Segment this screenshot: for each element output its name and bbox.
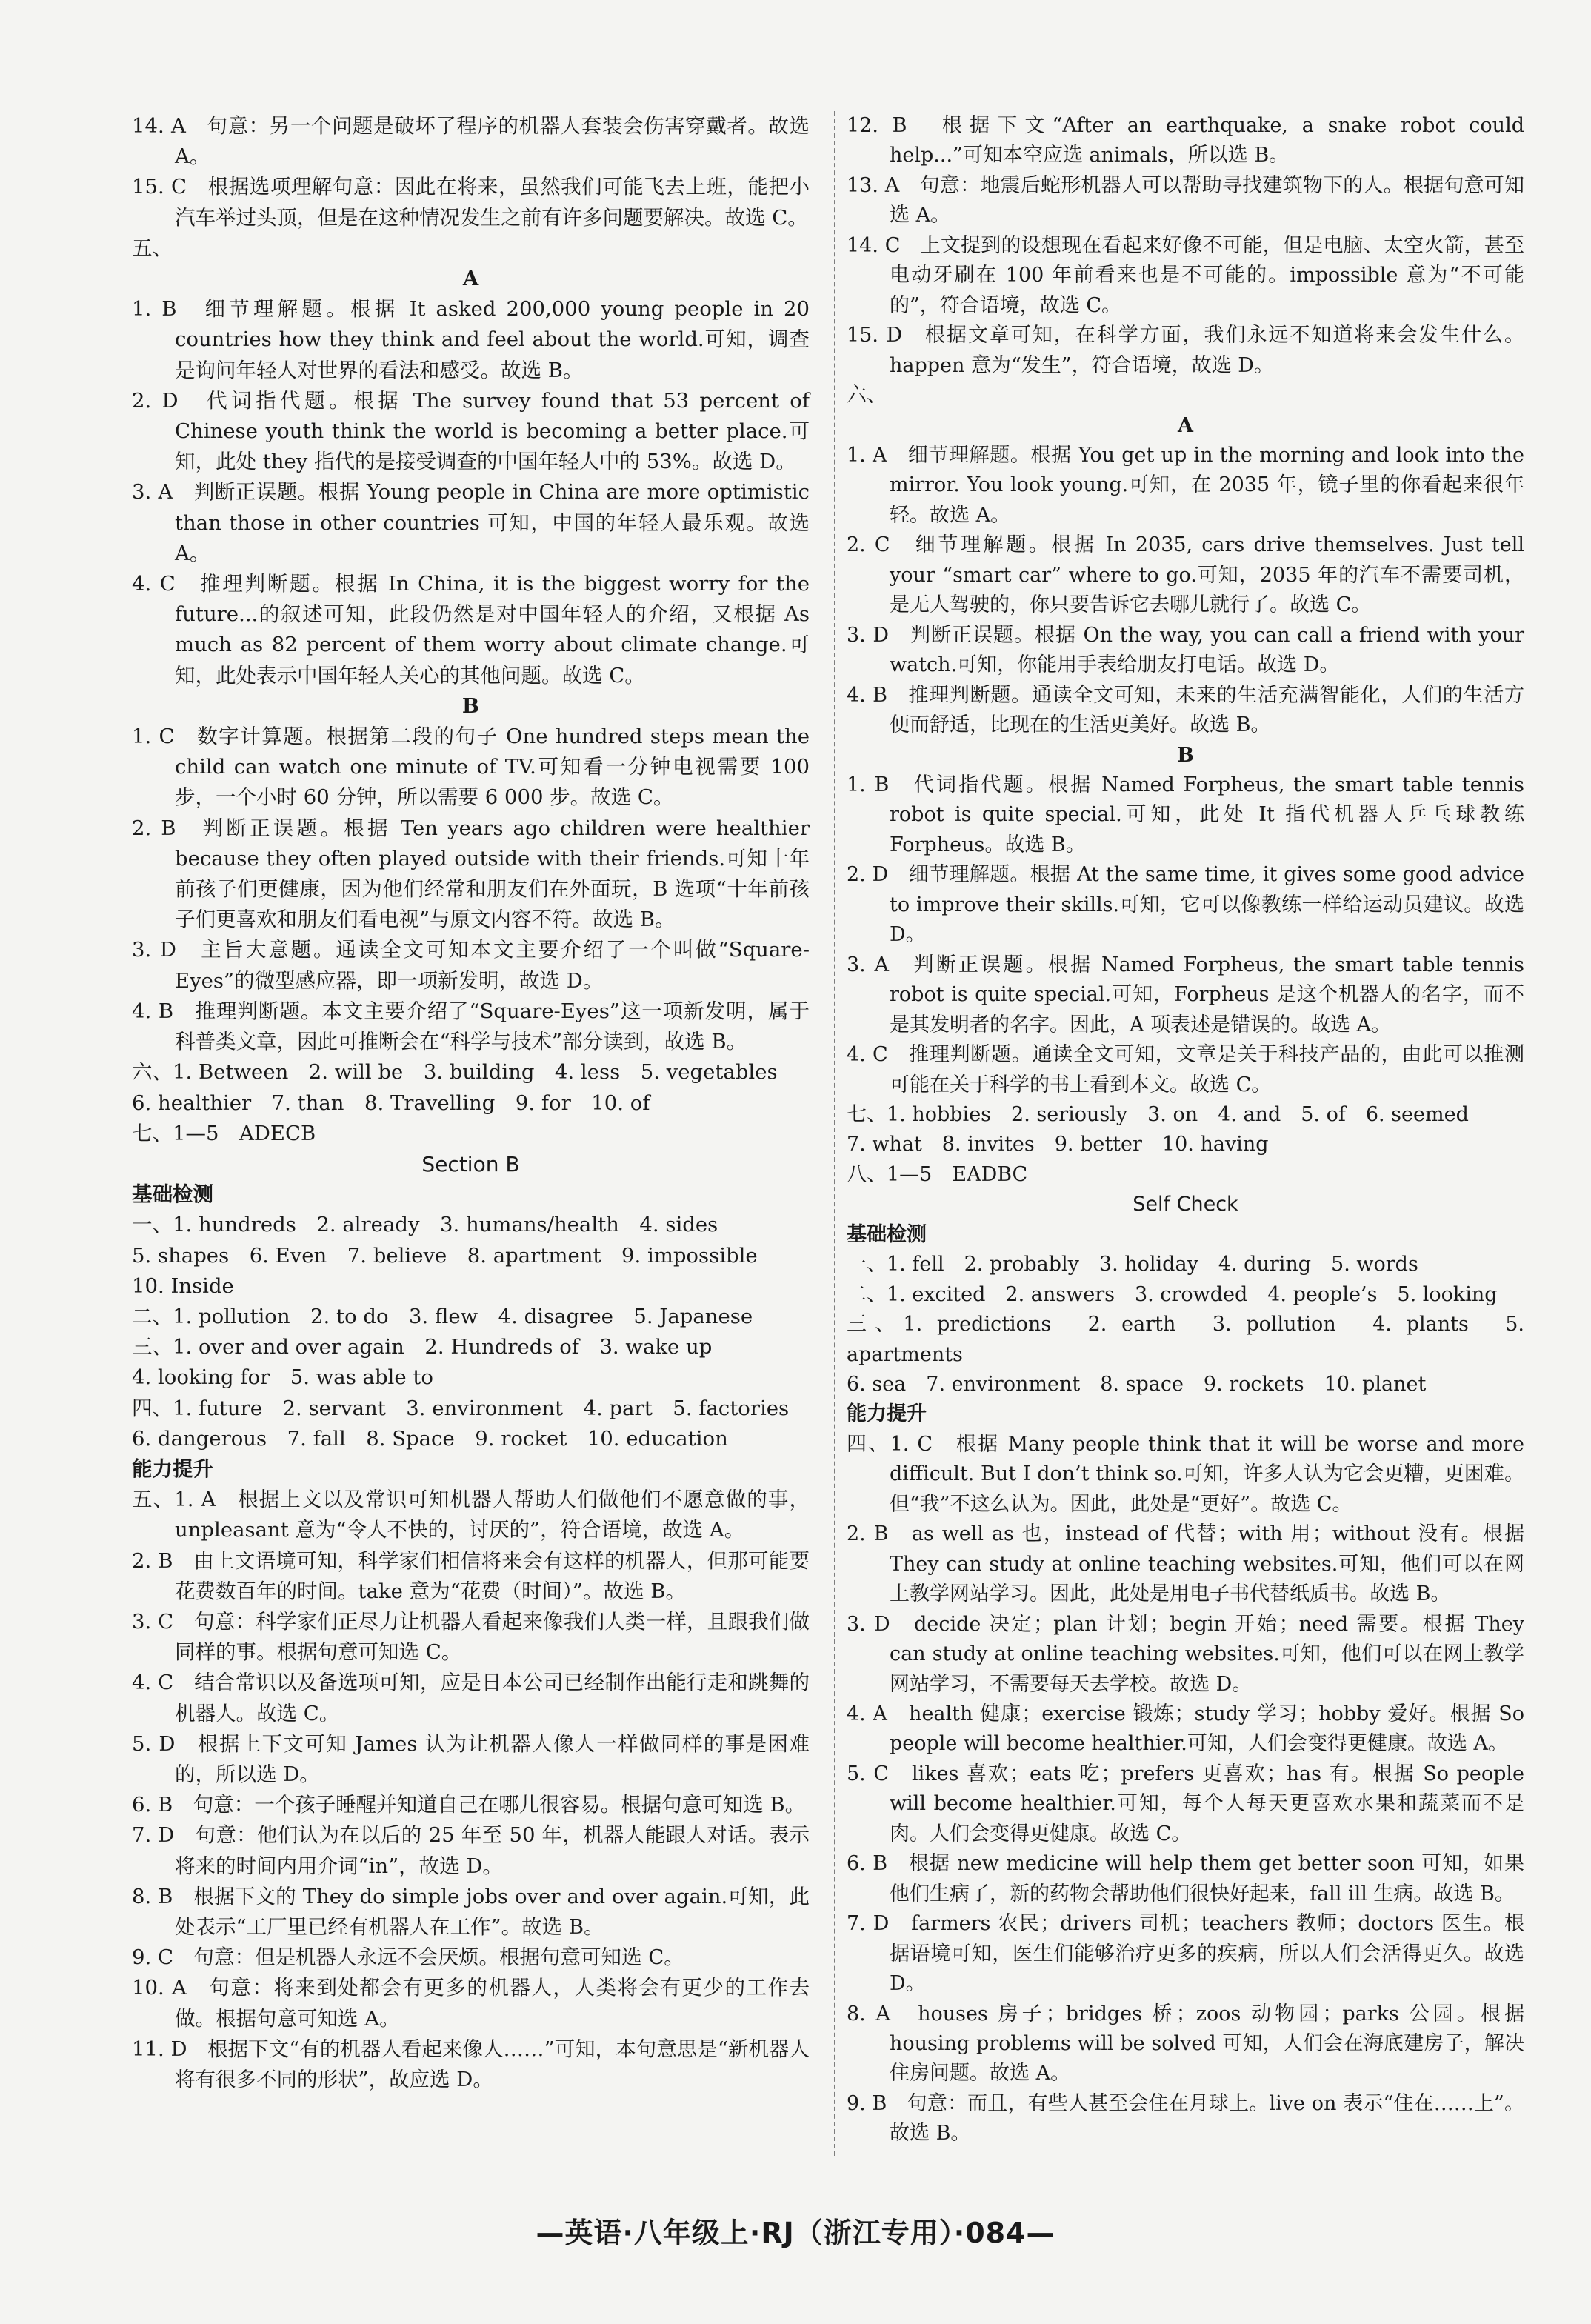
answer-item: 3. A 判断正误题。根据 Young people in China are more optimistic than those in other countries 可知，中国的年轻人最乐观。故选 A。 <box>132 480 810 565</box>
answer-item: 8. B 根据下文的 They do simple jobs over and over again.可知，此处表示“工厂里已经有机器人在工作”。故选 B。 <box>132 1884 810 1939</box>
right-column <box>847 111 1524 2149</box>
answer-line: 一、1. hundreds 2. already 3. humans/health 4. sides <box>132 1213 718 1237</box>
answer-item: 9. B 句意：而且，有些人甚至会住在月球上。live on 表示“住在……上”。故选 B。 <box>847 2091 1524 2145</box>
passage-label: B <box>1177 743 1194 767</box>
subsection-heading: 能力提升 <box>132 1456 213 1481</box>
answer-item: 3. C 句意：科学家们正尽力让机器人看起来像我们人类一样，且跟我们做同样的事。根据句意可知选 C。 <box>132 1609 810 1665</box>
answer-item: 2. D 代词指代题。根据 The survey found that 53 percent of Chinese youth think the world is becoming a better place.可知，此处 they 指代的是接受调查的中国年轻人中的 53%。故选 D。 <box>132 388 810 474</box>
answer-item: 8. A houses 房子；bridges 桥；zoos 动物园；parks 公园。根据 housing problems will be solved 可知，人们会在海底建房子，解决住房问题。故选 A。 <box>847 2002 1524 2085</box>
answer-line: 二、1. pollution 2. to do 3. flew 4. disagree 5. Japanese <box>132 1304 753 1328</box>
answer-item: 2. B 判断正误题。根据 Ten years ago children were healthier because they often played outside with their friends.可知十年前孩子们更健康，因为他们经常和朋友们在外面玩，B 选项“十年前孩子们更喜欢和朋友们看电视”与原文内容不符。故选 B。 <box>132 816 810 932</box>
answer-item: 3. A 判断正误题。根据 Named Forpheus, the smart table tennis robot is quite special.可知，Forpheus 是这个机器人的名字，而不是其发明者的名字。因此，A 项表述是错误的。故选 A。 <box>847 953 1524 1036</box>
answer-item: 3. D 判断正误题。根据 On the way, you can call a friend with your watch.可知，你能用手表给朋友打电话。故选 D。 <box>847 623 1524 677</box>
answer-item: 2. D 细节理解题。根据 At the same time, it gives some good advice to improve their skills.可知，它可以像教练一样给运动员建议。故选 D。 <box>847 863 1524 947</box>
passage-label: A <box>1178 413 1193 437</box>
answer-line: 4. looking for 5. was able to <box>132 1365 433 1390</box>
answer-item: 4. C 结合常识以及备选项可知，应是日本公司已经制作出能行走和跳舞的机器人。故选 C。 <box>132 1671 810 1725</box>
answer-item: 15. C 根据选项理解句意：因此在将来，虽然我们可能飞去上班，能把小汽车举过头顶，但是在这种情况发生之前有许多问题要解决。故选 C。 <box>132 175 810 230</box>
left-column <box>132 111 810 2095</box>
answer-line: 五、 <box>132 236 173 260</box>
section-heading: Self Check <box>1133 1193 1238 1216</box>
answer-item: 11. D 根据下文“有的机器人看起来像人……”可知，本句意思是“新机器人将有很多不同的形状”，故应选 D。 <box>132 2037 810 2091</box>
answer-item: 10. A 句意：将来到处都会有更多的机器人，人类将会有更少的工作去做。根据句意可知选 A。 <box>132 1976 810 2031</box>
answer-line: 三、1. over and over again 2. Hundreds of 3. wake up <box>132 1335 713 1359</box>
answer-line: 七、1—5 ADECB <box>132 1121 316 1145</box>
answer-line: 六、1. Between 2. will be 3. building 4. less 5. vegetables <box>132 1060 778 1085</box>
answer-line: 二、1. excited 2. answers 3. crowded 4. people’s 5. looking <box>847 1282 1498 1306</box>
subsection-heading: 基础检测 <box>847 1222 927 1246</box>
answer-line: 6. dangerous 7. fall 8. Space 9. rocket 10. education <box>132 1426 728 1451</box>
answer-item: 9. C 句意：但是机器人永远不会厌烦。根据句意可知选 C。 <box>132 1945 684 1970</box>
answer-line: 5. shapes 6. Even 7. believe 8. apartment 9. impossible <box>132 1243 758 1268</box>
answer-item: 7. D 句意：他们认为在以后的 25 年至 50 年，机器人能跟人对话。表示将来的时间内用介词“in”，故选 D。 <box>132 1823 810 1878</box>
answer-item: 4. B 推理判断题。通读全文可知，未来的生活充满智能化，人们的生活方便而舒适，比现在的生活更美好。故选 B。 <box>847 683 1524 737</box>
answer-item: 13. A 句意：地震后蛇形机器人可以帮助寻找建筑物下的人。根据句意可知选 A。 <box>847 173 1524 227</box>
answer-item: 4. C 推理判断题。根据 In China, it is the biggest worry for the future...的叙述可知，此段仍然是对中国年轻人的介绍，又根据 As much as 82 percent of them worry about climate change.可知，此处表示中国年轻人关心的其他问题。故选 C。 <box>132 572 810 687</box>
passage-label: B <box>461 693 480 718</box>
answer-item: 3. D decide 决定；plan 计划；begin 开始；need 需要。根据 They can study at online teaching websites.可知，他们可以在网上教学网站学习，不需要每天去学校。故选 D。 <box>847 1612 1524 1696</box>
answer-item: 四、1. C 根据 Many people think that it will be worse and more difficult. But I don’t think so.可知，许多人认为它会更糟，更困难。但“我”不这么认为。因此，此处是“更好”。故选 C。 <box>847 1432 1524 1516</box>
answer-item: 7. D farmers 农民；drivers 司机；teachers 教师；doctors 医生。根据语境可知，医生们能够治疗更多的疾病，所以人们会活得更久。故选 D。 <box>847 1912 1524 1996</box>
answer-line: 七、1. hobbies 2. seriously 3. on 4. and 5. of 6. seemed <box>847 1102 1469 1126</box>
answer-line: 三、1. predictions 2. earth 3. pollution 4. plants 5. apartments <box>847 1313 1524 1366</box>
answer-item: 1. A 细节理解题。根据 You get up in the morning and look into the mirror. You look young.可知，在 2035 年，镜子里的你看起来很年轻。故选 A。 <box>847 443 1524 527</box>
answer-item: 2. B as well as 也，instead of 代替；with 用；without 没有。根据 They can study at online teaching websites.可知，他们可以在网上教学网站学习。因此，此处是用电子书代替纸质书。故选 B。 <box>847 1522 1524 1606</box>
answer-line: 一、1. fell 2. probably 3. holiday 4. during 5. words <box>847 1253 1418 1276</box>
column-divider <box>834 111 835 2156</box>
answer-item: 6. B 根据 new medicine will help them get better soon 可知，如果他们生病了，新的药物会帮助他们很快好起来，fall ill 生病。故选 B。 <box>847 1852 1524 1905</box>
answer-item: 1. B 细节理解题。根据 It asked 200,000 young people in 20 countries how they think and feel about the world.可知，调查是询问年轻人对世界的看法和感受。故选 B。 <box>132 297 810 382</box>
answer-line: 6. healthier 7. than 8. Travelling 9. for 10. of <box>132 1091 650 1115</box>
answer-item: 5. D 根据上下文可知 James 认为让机器人像人一样做同样的事是困难的，所以选 D。 <box>132 1731 810 1786</box>
answer-item: 4. B 推理判断题。本文主要介绍了“Square-Eyes”这一项新发明，属于科普类文章，因此可推断会在“科学与技术”部分读到，故选 B。 <box>132 999 810 1054</box>
passage-label: A <box>462 267 479 291</box>
answer-item: 1. B 代词指代题。根据 Named Forpheus, the smart table tennis robot is quite special.可知，此处 It 指代机器人乒乓球教练 Forpheus。故选 B。 <box>847 773 1524 856</box>
subsection-heading: 基础检测 <box>132 1182 213 1207</box>
answer-line: 10. Inside <box>132 1273 234 1298</box>
answer-item: 5. C likes 喜欢；eats 吃；prefers 更喜欢；has 有。根据 So people will become healthier.可知，每个人每天更喜欢水果和蔬菜而不是肉。人们会变得更健康。故选 C。 <box>847 1762 1524 1845</box>
answer-line: 7. what 8. invites 9. better 10. having <box>847 1133 1269 1156</box>
answer-item: 4. C 推理判断题。通读全文可知，文章是关于科技产品的，由此可以推测可能在关于科学的书上看到本文。故选 C。 <box>847 1043 1524 1096</box>
answer-item: 14. A 句意：另一个问题是破坏了程序的机器人套装会伤害穿戴者。故选 A。 <box>132 114 810 169</box>
subsection-heading: 能力提升 <box>847 1402 927 1426</box>
answer-line: 六、 <box>847 384 887 407</box>
answer-item: 五、1. A 根据上文以及常识可知机器人帮助人们做他们不愿意做的事，unpleasant 意为“令人不快的，讨厌的”，符合语境，故选 A。 <box>132 1488 810 1542</box>
answer-item: 15. D 根据文章可知，在科学方面，我们永远不知道将来会发生什么。happen 意为“发生”，符合语境，故选 D。 <box>847 324 1524 377</box>
answer-line: 四、1. future 2. servant 3. environment 4. part 5. factories <box>132 1396 790 1420</box>
page-footer: —英语·八年级上·RJ（浙江专用）·084— <box>536 2217 1055 2249</box>
section-heading: Section B <box>421 1151 520 1176</box>
answer-item: 2. C 细节理解题。根据 In 2035, cars drive themselves. Just tell your “smart car” where to go.可知，2035 年的汽车不需要司机，是无人驾驶的，你只要告诉它去哪儿就行了。故选 C。 <box>847 533 1524 617</box>
answer-item: 3. D 主旨大意题。通读全文可知本文主要介绍了一个叫做“Square-Eyes”的微型感应器，即一项新发明，故选 D。 <box>132 938 810 993</box>
answer-line: 6. sea 7. environment 8. space 9. rockets 10. planet <box>847 1373 1427 1396</box>
answer-item: 12. B 根据下文“After an earthquake, a snake robot could help...”可知本空应选 animals，所以选 B。 <box>847 114 1524 167</box>
answer-item: 2. B 由上文语境可知，科学家们相信将来会有这样的机器人，但那可能要花费数百年的时间。take 意为“花费（时间）”。故选 B。 <box>132 1548 810 1603</box>
answer-line: 八、1—5 EADBC <box>847 1162 1028 1186</box>
answer-item: 14. C 上文提到的设想现在看起来好像不可能，但是电脑、太空火箭，甚至电动牙刷在 100 年前看来也是不可能的。impossible 意为“不可能的”，符合语境，故选 C。 <box>847 233 1524 317</box>
answer-item: 1. C 数字计算题。根据第二段的句子 One hundred steps mean the child can watch one minute of TV.可知看一分钟电视需要 100 步，一个小时 60 分钟，所以需要 6 000 步。故选 C。 <box>132 725 810 810</box>
answer-item: 4. A health 健康；exercise 锻炼；study 学习；hobby 爱好。根据 So people will become healthier.可知，人们会变得更健康。故选 A。 <box>847 1702 1524 1756</box>
answer-item: 6. B 句意：一个孩子睡醒并知道自己在哪儿很容易。根据句意可知选 B。 <box>132 1793 806 1817</box>
